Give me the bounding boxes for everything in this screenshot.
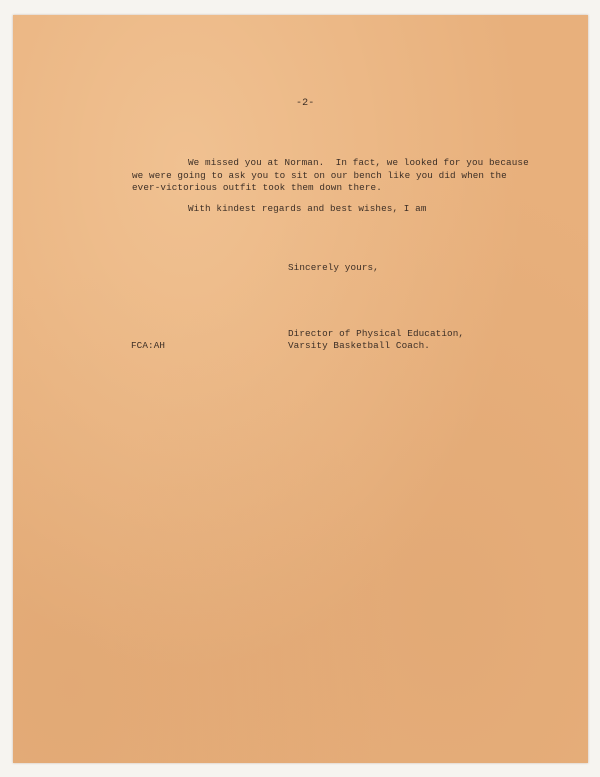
page-number: -2- (296, 98, 315, 109)
closing-salutation: Sincerely yours, (288, 262, 379, 273)
regards-line: With kindest regards and best wishes, I am (188, 203, 427, 214)
signature-title: Varsity Basketball Coach. (288, 340, 430, 351)
signature-title: Director of Physical Education, (288, 328, 465, 339)
body-line: ever-victorious outfit took them down there. (132, 182, 382, 193)
body-line: We missed you at Norman. In fact, we looked for you because (188, 157, 529, 168)
letter-page (13, 15, 588, 763)
reference-initials: FCA:AH (131, 340, 166, 351)
body-line: we were going to ask you to sit on our bench like you did when the (132, 170, 507, 181)
